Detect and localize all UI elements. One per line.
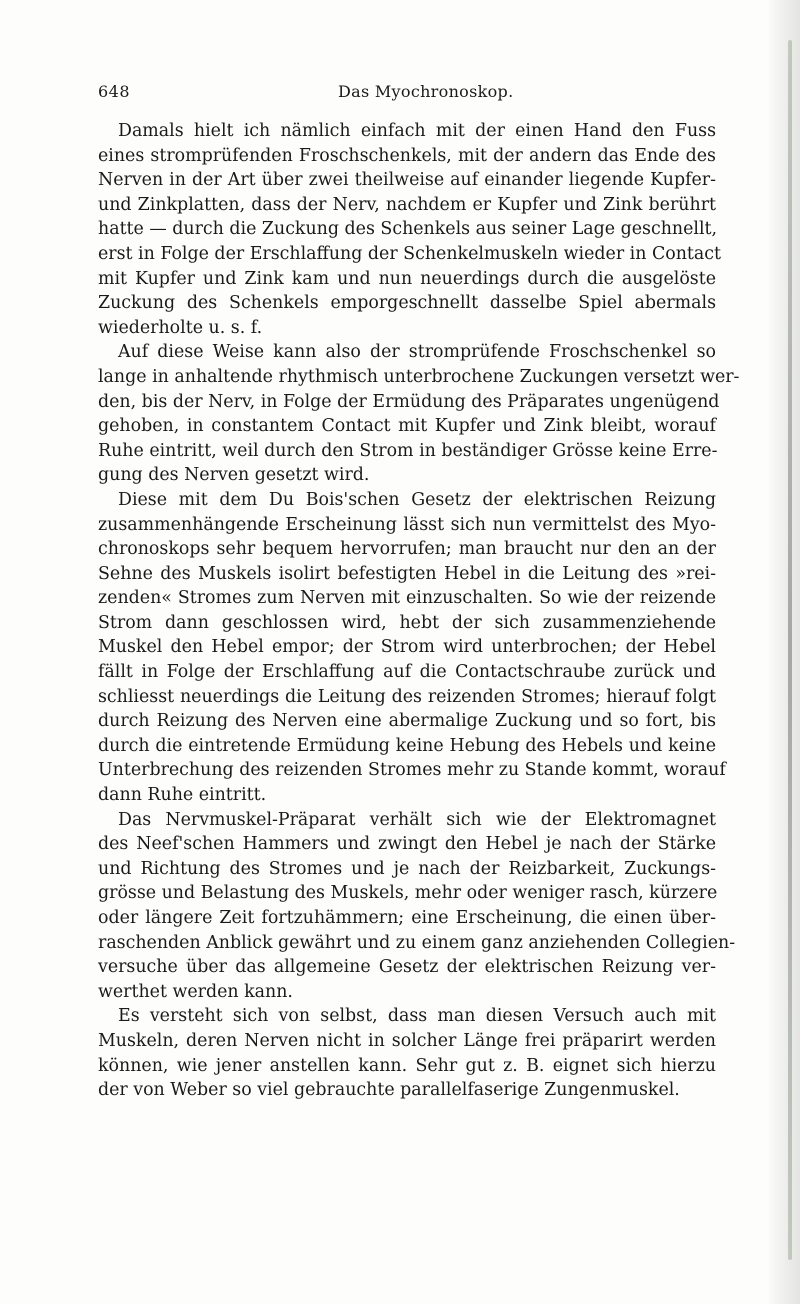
paragraph	[98, 808, 736, 1005]
text-line: lange in anhaltende rhythmisch unterbrochene Zuckungen versetzt wer-	[98, 366, 740, 387]
page-number: 648	[98, 82, 131, 101]
text-line: werthet werden kann.	[98, 981, 293, 1002]
text-line: Diese mit dem Du Bois'schen Gesetz der elektrischen Reizung	[118, 489, 716, 510]
text-line: und Richtung des Stromes und je nach der Reizbarkeit, Zuckungs-	[98, 858, 716, 879]
text-line: Nerven in der Art über zwei theilweise auf einander liegende Kupfer-	[98, 170, 716, 191]
text-line: Damals hielt ich nämlich einfach mit der einen Hand den Fuss	[118, 121, 716, 141]
text-line: versuche über das allgemeine Gesetz der elektrischen Reizung ver-	[98, 957, 716, 978]
text-line: den, bis der Nerv, in Folge der Ermüdung des Präparates ungenügend	[98, 391, 720, 412]
text-line: wiederholte u. s. f.	[98, 317, 263, 338]
text-line: fällt in Folge der Erschlaffung auf die Contactschraube zurück und	[98, 662, 716, 683]
text-line: chronoskops sehr bequem hervorrufen; man braucht nur den an der	[98, 539, 716, 560]
text-line: schliesst neuerdings die Leitung des reizenden Stromes; hierauf folgt	[98, 686, 716, 707]
text-line: können, wie jener anstellen kann. Sehr gut z. B. eignet sich hierzu	[98, 1055, 716, 1076]
text-line: mit Kupfer und Zink kam und nun neuerdings durch die ausgelöste	[98, 268, 716, 289]
text-line: raschenden Anblick gewährt und zu einem ganz anziehenden Collegien-	[98, 932, 736, 953]
text-line: grösse und Belastung des Muskels, mehr oder weniger rasch, kürzere	[98, 883, 718, 904]
text-line: der von Weber so viel gebrauchte parallelfaserige Zungenmuskel.	[98, 1080, 680, 1101]
text-line: und Zinkplatten, dass der Nerv, nachdem er Kupfer und Zink berührt	[98, 194, 716, 215]
text-line: dann Ruhe eintritt.	[98, 785, 267, 806]
paragraph	[98, 1004, 716, 1102]
text-line: Unterbrechung des reizenden Stromes mehr zu Stande kommt, worauf	[98, 760, 726, 781]
text-line: durch die eintretende Ermüdung keine Hebung des Hebels und keine	[98, 735, 716, 756]
text-line: eines stromprüfenden Froschschenkels, mit der andern das Ende des	[98, 145, 716, 166]
text-line: zenden« Stromes zum Nerven mit einzuschalten. So wie der reizende	[98, 588, 716, 609]
text-line: gung des Nerven gesetzt wird.	[98, 465, 370, 486]
text-line: Das Nervmuskel-Präparat verhält sich wie der Elektromagnet	[118, 809, 716, 830]
binding-strip	[788, 40, 792, 1260]
text-line: zusammenhängende Erscheinung lässt sich nun vermittelst des Myo-	[98, 514, 716, 535]
text-line: Zuckung des Schenkels emporgeschnellt dasselbe Spiel abermals	[98, 293, 716, 314]
text-line: Muskeln, deren Nerven nicht in solcher Länge frei präparirt werden	[98, 1030, 716, 1051]
text-line: Muskel den Hebel empor; der Strom wird unterbrochen; der Hebel	[98, 637, 716, 658]
paragraph	[98, 488, 726, 808]
text-line: durch Reizung des Nerven eine abermalige Zuckung und so fort, bis	[98, 711, 716, 732]
running-title: Das Myochronoskop.	[338, 82, 514, 101]
text-line: gehoben, in constantem Contact mit Kupfer und Zink bleibt, worauf	[98, 416, 716, 437]
text-line: oder längere Zeit fortzuhämmern; eine Erscheinung, die einen über-	[98, 908, 716, 928]
paragraph	[98, 340, 740, 488]
paragraph	[98, 119, 722, 340]
text-line: erst in Folge der Erschlaffung der Schenkelmuskeln wieder in Contact	[98, 243, 722, 264]
text-line: hatte — durch die Zuckung des Schenkels aus seiner Lage geschnellt,	[98, 219, 718, 240]
running-head	[98, 82, 718, 108]
text-line: des Neef'schen Hammers und zwingt den Hebel je nach der Stärke	[98, 834, 716, 855]
body-text	[98, 119, 740, 1103]
page-edge-shadow	[766, 0, 800, 1304]
text-line: Ruhe eintritt, weil durch den Strom in beständiger Grösse keine Erre-	[98, 440, 718, 461]
text-line: Es versteht sich von selbst, dass man diesen Versuch auch mit	[118, 1006, 716, 1027]
text-line: Strom dann geschlossen wird, hebt der sich zusammenziehende	[98, 612, 716, 633]
text-line: Sehne des Muskels isolirt befestigten Hebel in die Leitung des »rei-	[98, 563, 716, 584]
text-line: Auf diese Weise kann also der stromprüfende Froschschenkel so	[118, 342, 716, 363]
